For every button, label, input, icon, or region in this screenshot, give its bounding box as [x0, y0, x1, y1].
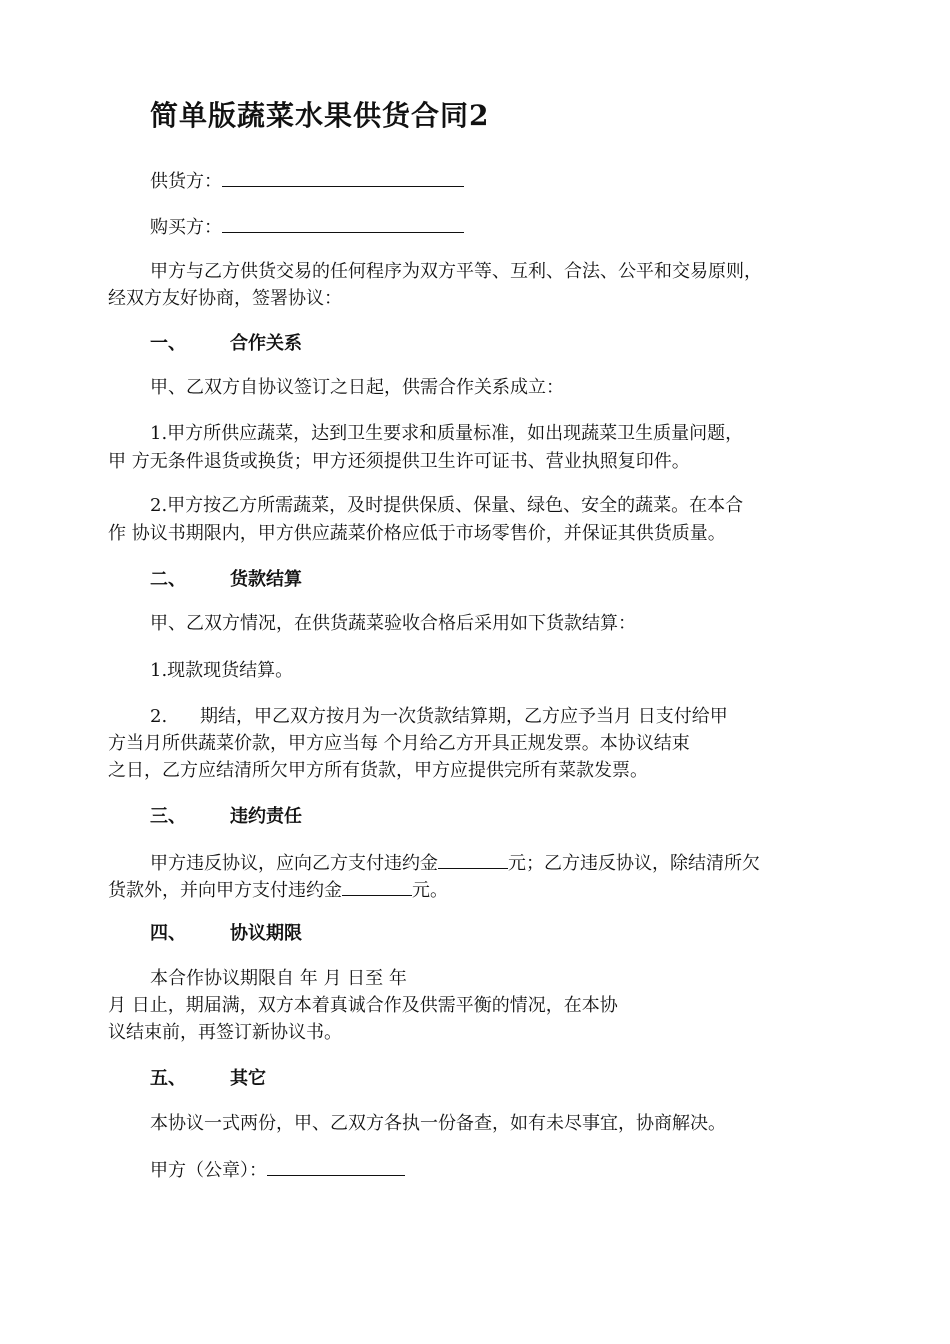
intro-line-2: 经双方友好协商，签署协议： [108, 288, 342, 309]
section-2-item-1: 1.现款现货结算。 [150, 660, 294, 681]
supplier-blank [222, 168, 464, 187]
supplier-line [150, 168, 464, 194]
section-3-number: 三、 [150, 806, 186, 827]
section-1-paragraph: 甲、乙双方自协议签订之日起，供需合作关系成立： [150, 377, 564, 398]
section-3-line-1 [150, 850, 760, 876]
section-2-item-2-number: 2. [150, 706, 168, 727]
section-4-title: 协议期限 [230, 923, 302, 944]
section-1-title: 合作关系 [230, 333, 302, 354]
section-3-line-2 [108, 877, 448, 903]
section-4-line-3: 议结束前，再签订新协议书。 [108, 1022, 342, 1043]
penalty-amount-a-blank [438, 850, 508, 869]
buyer-label: 购买方： [150, 217, 222, 238]
section-4-line-2: 月 日止，期届满，双方本着真诚合作及供需平衡的情况，在本协 [108, 995, 618, 1016]
section-2-item-2-line-2: 方当月所供蔬菜价款，甲方应当每 个月给乙方开具正规发票。本协议结束 [108, 733, 690, 754]
section-2-paragraph: 甲、乙双方情况，在供货蔬菜验收合格后采用如下货款结算： [150, 613, 636, 634]
supplier-label: 供货方： [150, 171, 222, 192]
intro-line-1: 甲方与乙方供货交易的任何程序为双方平等、互利、合法、公平和交易原则， [150, 261, 762, 282]
section-5-paragraph: 本协议一式两份，甲、乙双方各执一份备查，如有未尽事宜，协商解决。 [150, 1113, 726, 1134]
section-1-number: 一、 [150, 333, 186, 354]
section-2-item-2-line-3: 之日，乙方应结清所欠甲方所有货款，甲方应提供完所有菜款发票。 [108, 760, 648, 781]
document-title: 简单版蔬菜水果供货合同2 [150, 99, 490, 132]
party-a-seal-blank [267, 1157, 405, 1176]
section-1-item-1-line-1: 1.甲方所供应蔬菜，达到卫生要求和质量标准，如出现蔬菜卫生质量问题， [150, 423, 744, 444]
party-a-seal-label: 甲方（公章）： [150, 1160, 267, 1181]
section-1-item-1-line-2: 甲 方无条件退货或换货；甲方还须提供卫生许可证书、营业执照复印件。 [108, 451, 690, 472]
section-1-item-2-line-1: 2.甲方按乙方所需蔬菜，及时提供保质、保量、绿色、安全的蔬菜。在本合 [150, 495, 744, 516]
section-3-title: 违约责任 [230, 806, 302, 827]
penalty-amount-b-blank [342, 877, 412, 896]
section-3-line-1-text-a: 甲方违反协议，应向乙方支付违约金 [150, 853, 438, 874]
section-4-number: 四、 [150, 923, 186, 944]
section-2-item-2-line-1: 期结，甲乙双方按月为一次货款结算期，乙方应予当月 日支付给甲 [200, 706, 728, 727]
buyer-blank [222, 214, 464, 233]
buyer-line [150, 214, 464, 240]
section-4-line-1: 本合作协议期限自 年 月 日至 年 [150, 968, 407, 989]
section-3-line-1-text-b: 元；乙方违反协议，除结清所欠 [508, 853, 760, 874]
section-2-title: 货款结算 [230, 569, 302, 590]
section-1-item-2-line-2: 作 协议书期限内，甲方供应蔬菜价格应低于市场零售价，并保证其供货质量。 [108, 523, 726, 544]
section-3-line-2-text-b: 元。 [412, 880, 448, 901]
section-5-number: 五、 [150, 1068, 186, 1089]
section-3-line-2-text-a: 货款外，并向甲方支付违约金 [108, 880, 342, 901]
section-5-title: 其它 [230, 1068, 266, 1089]
party-a-seal-line [150, 1157, 405, 1183]
section-2-number: 二、 [150, 569, 186, 590]
